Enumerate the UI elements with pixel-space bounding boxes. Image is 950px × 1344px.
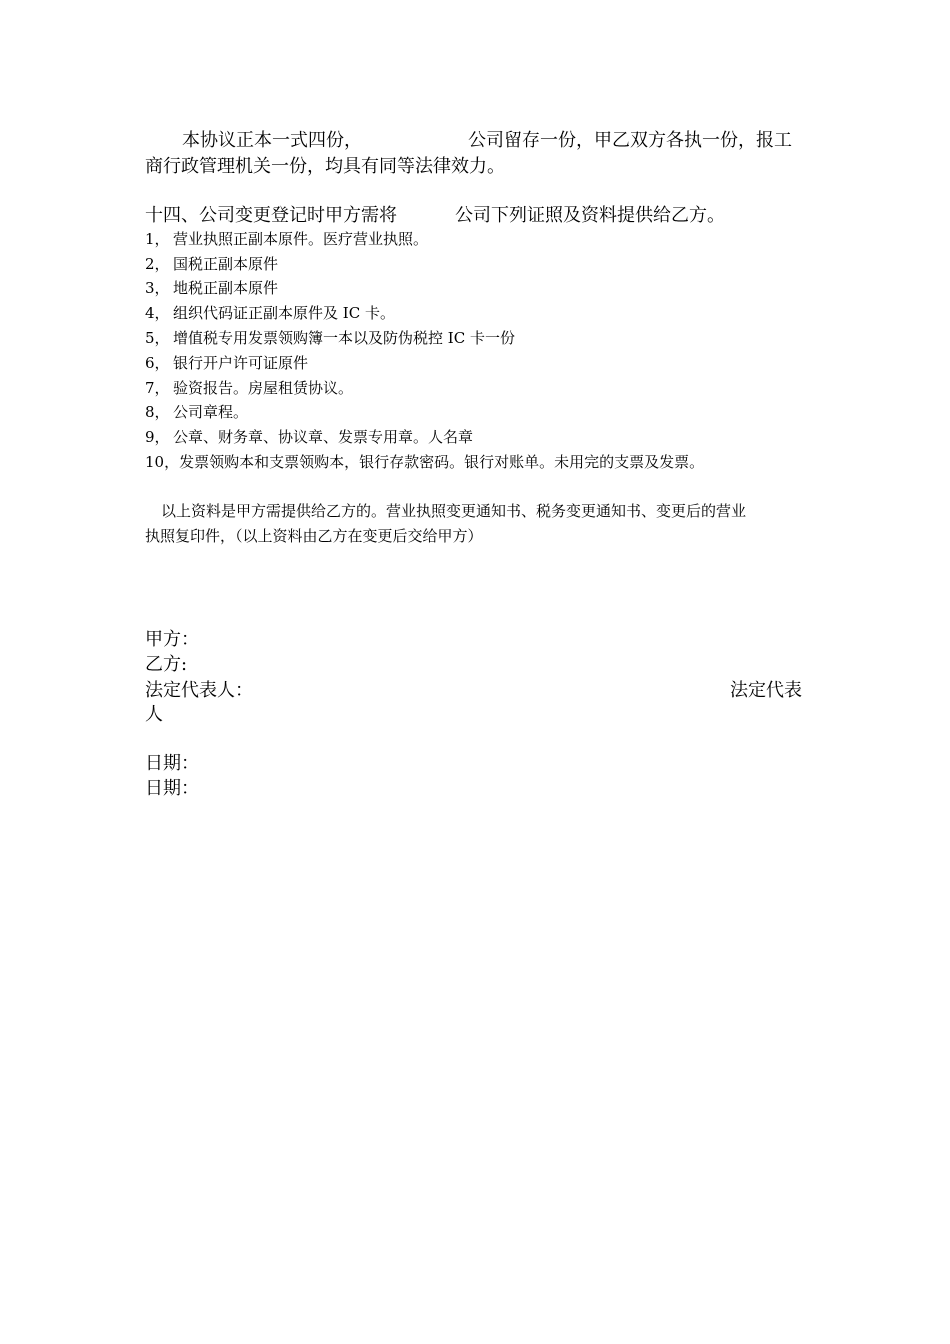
list-item [145, 302, 395, 323]
list-item-number: 6， [145, 354, 170, 372]
legal-rep-left-label: 法定代表人： [145, 680, 253, 701]
list-item-text: 公司章程。 [173, 403, 249, 421]
list-item [145, 352, 308, 373]
list-item-number: 3， [145, 279, 170, 297]
note-line2: 执照复印件，（以上资料由乙方在变更后交给甲方） [145, 527, 483, 545]
date-label-2: 日期： [145, 778, 199, 799]
list-item-text: 发票领购本和支票领购本，银行存款密码。银行对账单。未用完的支票及发票。 [179, 453, 705, 471]
section14-heading-start: 十四、公司变更登记时甲方需将 [145, 205, 397, 226]
list-item-number: 4， [145, 304, 170, 322]
list-item [145, 401, 248, 422]
list-item-text: 验资报告。房屋租赁协议。 [173, 379, 354, 397]
list-item [145, 327, 515, 348]
list-item-text: 营业执照正副本原件。医疗营业执照。 [173, 230, 429, 248]
list-item-number: 9， [145, 428, 170, 446]
list-item [145, 377, 353, 398]
party-b-label: 乙方: [145, 654, 188, 675]
legal-rep-right-label: 法定代表 [730, 680, 802, 701]
list-item-number: 7， [145, 379, 170, 397]
section14-heading-end: 公司下列证照及资料提供给乙方。 [455, 205, 725, 226]
list-item-text: 国税正副本原件 [173, 255, 279, 273]
list-item-number: 2， [145, 255, 170, 273]
list-item-number: 1， [145, 230, 170, 248]
list-item-number: 8， [145, 403, 170, 421]
list-item-text: 地税正副本原件 [173, 279, 279, 297]
list-item [145, 426, 473, 447]
date-label-1: 日期： [145, 753, 199, 774]
paragraph1-line1-start: 本协议正本一式四份， [182, 130, 362, 151]
paragraph1-line2: 商行政管理机关一份，均具有同等法律效力。 [145, 156, 505, 177]
list-item [145, 277, 278, 298]
party-a-label: 甲方： [145, 629, 199, 650]
note-line1: 以上资料是甲方需提供给乙方的。营业执照变更通知书、税务变更通知书、变更后的营业 [161, 502, 747, 520]
legal-rep-right-label-wrap: 人 [145, 704, 163, 725]
list-item-number: 5， [145, 329, 170, 347]
list-item [145, 451, 704, 472]
list-item [145, 253, 278, 274]
paragraph1-line1-end: 公司留存一份，甲乙双方各执一份，报工 [468, 130, 792, 151]
list-item-text: 公章、财务章、协议章、发票专用章。人名章 [173, 428, 474, 446]
list-item-text: 增值税专用发票领购簿一本以及防伪税控 IC 卡一份 [173, 329, 515, 347]
list-item [145, 228, 428, 249]
list-item-text: 银行开户许可证原件 [173, 354, 309, 372]
list-item-number: 10， [145, 453, 180, 471]
list-item-text: 组织代码证正副本原件及 IC 卡。 [173, 304, 395, 322]
